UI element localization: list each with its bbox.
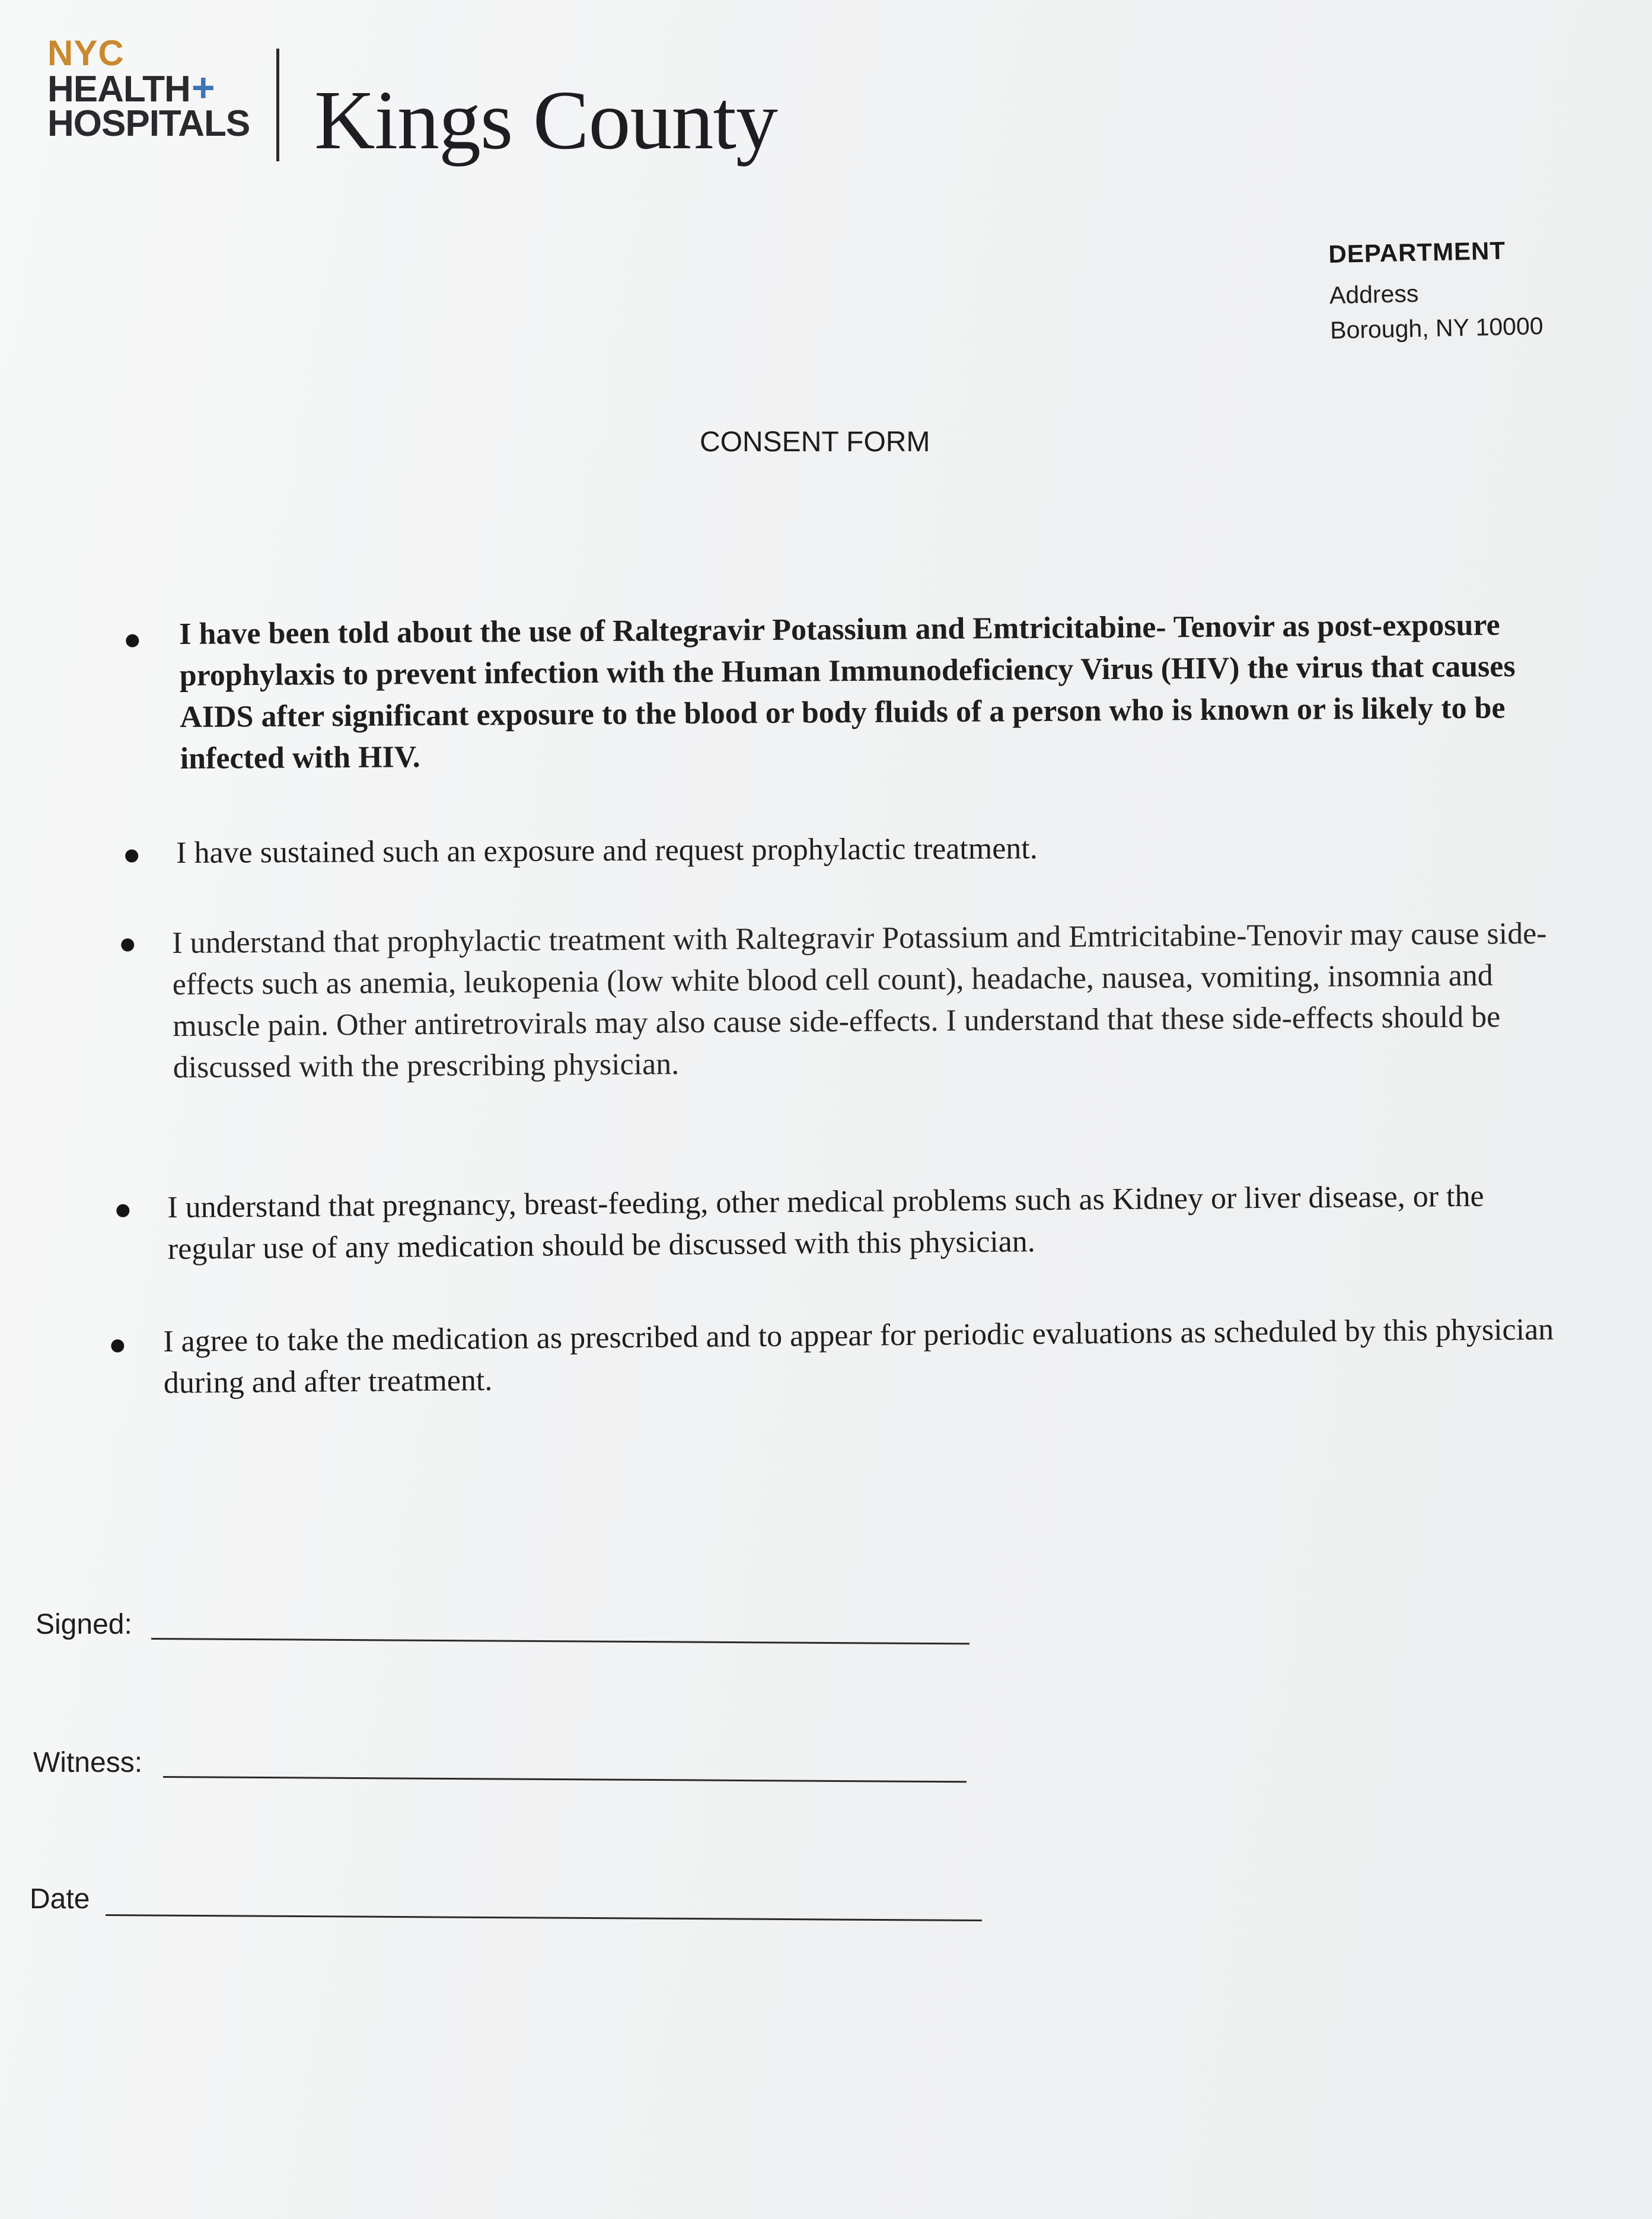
form-title: CONSENT FORM	[700, 426, 930, 458]
department-address-line1: Address	[1329, 279, 1419, 309]
signed-row	[36, 1608, 132, 1641]
consent-statement-text: I understand that pregnancy, breast-feeding, other medical problems such as Kidney or liver disease, or the regular use of any medication should be discussed with this physician.	[167, 1179, 1484, 1266]
consent-statement	[163, 1309, 1622, 1404]
logo-health-line	[47, 65, 250, 111]
logo-hospitals-text: HOSPITALS	[47, 103, 250, 144]
department-address-block	[1328, 235, 1543, 344]
consent-statement-text: I understand that prophylactic treatment with Raltegravir Potassium and Emtricitabine-Tenovir may cause side-effects such as anemia, leukopenia (low white blood cell count), headache, nausea, vomiting, insomnia and muscle pain. Other antiretrovirals may also cause side-effects. I understand that these side-effects should be discussed with the prescribing physician.	[172, 916, 1547, 1085]
bullet-icon	[121, 938, 134, 951]
facility-name: Kings County	[314, 73, 777, 167]
bullet-icon	[125, 849, 138, 862]
bullet-icon	[116, 1204, 129, 1217]
witness-signature-line[interactable]	[163, 1776, 967, 1783]
consent-statement-text: I agree to take the medication as prescribed and to appear for periodic evaluations as scheduled by this physician during and after treatment.	[163, 1312, 1554, 1400]
logo-plus-icon: +	[191, 65, 215, 111]
department-name: DEPARTMENT	[1328, 236, 1506, 268]
date-line[interactable]	[106, 1914, 982, 1921]
signed-label: Signed:	[36, 1609, 132, 1640]
witness-label: Witness:	[33, 1747, 143, 1778]
logo-divider	[276, 49, 279, 161]
consent-statement	[176, 825, 1540, 874]
consent-statement-text: I have sustained such an exposure and request prophylactic treatment.	[176, 831, 1038, 870]
signed-signature-line[interactable]	[151, 1638, 969, 1644]
nyc-health-hospitals-logo	[47, 33, 250, 144]
date-row	[30, 1883, 90, 1915]
consent-statement	[167, 1175, 1573, 1270]
logo-health-text: HEALTH	[47, 69, 190, 110]
logo-nyc-text: NYC	[47, 33, 125, 73]
witness-row	[33, 1746, 142, 1779]
department-address-line2: Borough, NY 10000	[1329, 312, 1544, 344]
date-label: Date	[30, 1883, 90, 1915]
bullet-icon	[126, 634, 139, 647]
consent-statement-text: I have been told about the use of Raltegravir Potassium and Emtricitabine- Tenovir as post-exposure prophylaxis to prevent infection with the Human Immunodeficiency Virus (HIV) the virus that causes AIDS after significant exposure to the blood or body fluids of a person who is known or is likely to be infected with HIV.	[179, 608, 1516, 776]
bullet-icon	[111, 1340, 124, 1353]
consent-statement	[179, 604, 1586, 780]
consent-statement	[172, 913, 1564, 1089]
